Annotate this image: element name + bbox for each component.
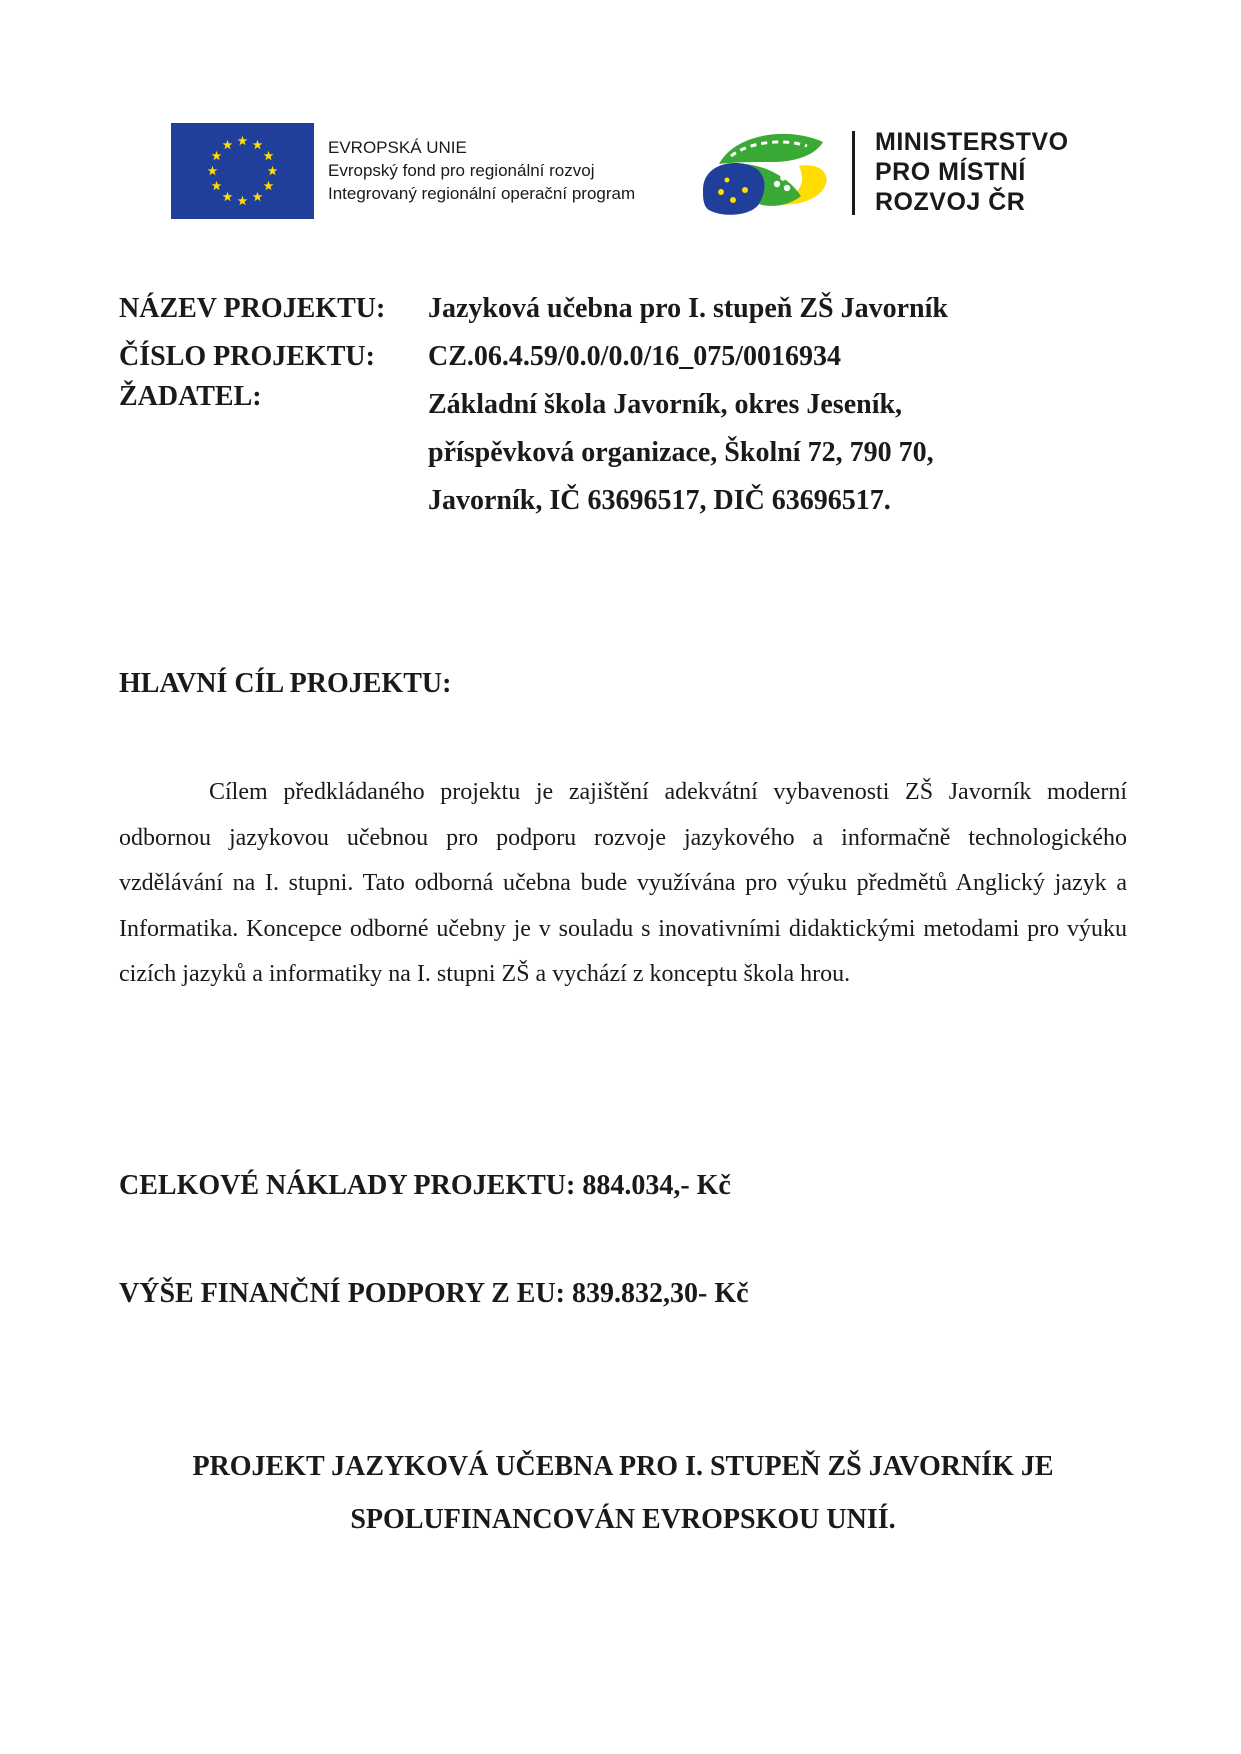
applicant-label: ŽADATEL: — [119, 381, 262, 412]
project-info — [119, 285, 1129, 525]
applicant-row — [119, 381, 1129, 525]
eu-logo-line: Integrovaný regionální operační program — [328, 184, 636, 203]
logo-divider — [852, 131, 855, 215]
applicant-line: příspěvková organizace, Školní 72, 790 70, — [428, 437, 934, 468]
eu-support-value: 839.832,30- Kč — [572, 1278, 749, 1309]
project-name-row — [119, 285, 1129, 333]
eu-logo-line: Evropský fond pro regionální rozvoj — [328, 161, 595, 180]
cofinancing-line: SPOLUFINANCOVÁN EVROPSKOU UNIÍ. — [350, 1504, 896, 1535]
applicant-line: Javorník, IČ 63696517, DIČ 63696517. — [428, 485, 891, 516]
mmr-emblem-icon — [697, 126, 833, 218]
eu-logo-text — [328, 136, 635, 205]
eu-support — [119, 1270, 749, 1318]
project-number-value: CZ.06.4.59/0.0/0.0/16_075/0016934 — [428, 341, 842, 372]
project-number-row — [119, 333, 1129, 381]
applicant-value — [428, 381, 934, 525]
applicant-line: Základní škola Javorník, okres Jeseník, — [428, 389, 903, 420]
mmr-logo-text — [875, 127, 1069, 217]
mmr-logo-line: MINISTERSTVO — [875, 128, 1069, 156]
eu-flag-icon — [171, 123, 314, 219]
goal-paragraph: Cílem předkládaného projektu je zajištění adekvátní vybavenosti ZŠ Javorník moderní odbornou jazykovou učebnou pro podporu rozvoje jazykového a informačně technologického vzdělávání na I. stupni. Tato odborná učebna bude využívána pro výuku předmětů Anglický jazyk a Informatika. Koncepce odborné učebny je v souladu s inovativními didaktickými metodami pro výuku cizích jazyků a informatiky na I. stupni ZŠ a vychází z konceptu škola hrou. — [119, 779, 1127, 987]
project-name-value: Jazyková učebna pro I. stupeň ZŠ Javorník — [428, 293, 948, 324]
goal-heading: HLAVNÍ CÍL PROJEKTU: — [119, 668, 452, 699]
cofinancing-line: PROJEKT JAZYKOVÁ UČEBNA PRO I. STUPEŇ ZŠ JAVORNÍK JE — [192, 1451, 1054, 1482]
eu-logo-line: EVROPSKÁ UNIE — [328, 138, 467, 157]
project-number-label: ČÍSLO PROJEKTU: — [119, 341, 375, 372]
total-costs-label: CELKOVÉ NÁKLADY PROJEKTU: — [119, 1170, 576, 1201]
cofinancing-statement — [119, 1440, 1127, 1546]
total-costs-value: 884.034,- Kč — [582, 1170, 731, 1201]
project-name-label: NÁZEV PROJEKTU: — [119, 293, 386, 324]
total-costs — [119, 1162, 731, 1210]
eu-support-label: VÝŠE FINANČNÍ PODPORY Z EU: — [119, 1278, 565, 1309]
mmr-logo-line: ROZVOJ ČR — [875, 188, 1026, 216]
mmr-logo-line: PRO MÍSTNÍ — [875, 158, 1026, 186]
